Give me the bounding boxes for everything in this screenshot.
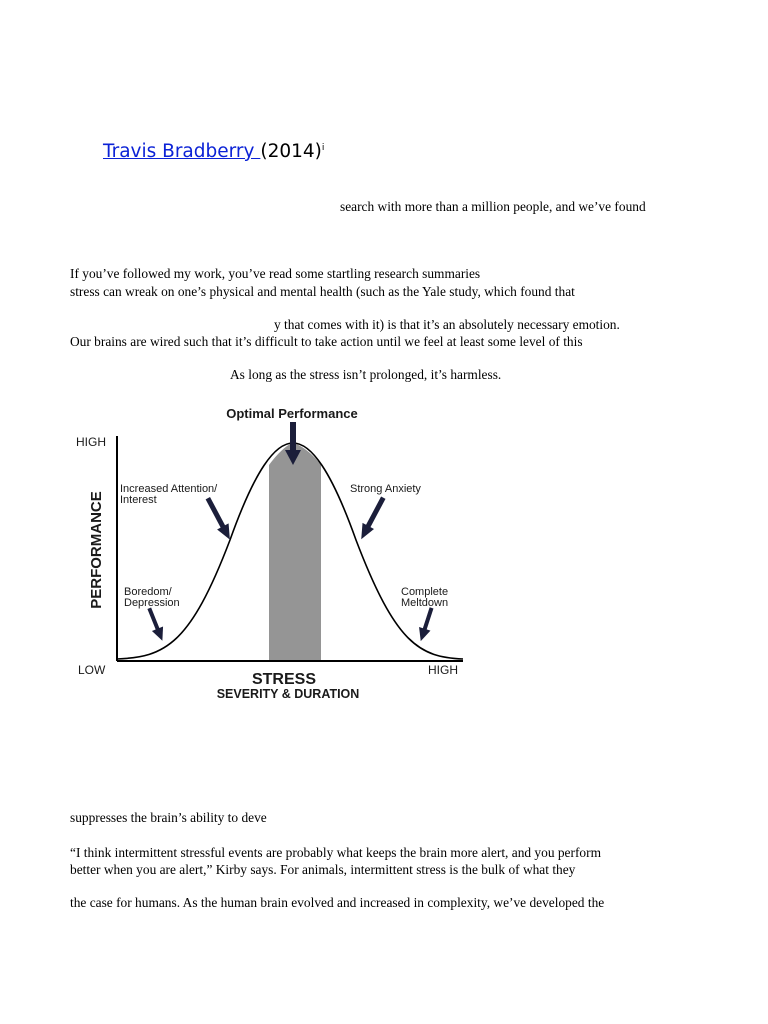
figure-title: Optimal Performance: [226, 406, 358, 421]
annotation-meltdown: Meltdown: [401, 597, 449, 609]
x-high-label: HIGH: [428, 663, 458, 677]
paragraph-line: y that comes with it) is that it’s an absolutely necessary emotion.: [274, 317, 620, 332]
paragraph-line: better when you are alert,” Kirby says. For animals, intermittent stress is the bulk of what they: [70, 862, 576, 877]
optimal-performance-band: [269, 443, 321, 660]
paragraph-line: stress can wreak on one’s physical and mental health (such as the Yale study, which found that: [70, 284, 575, 299]
paragraph-line: the case for humans. As the human brain evolved and increased in complexity, we’ve developed the: [70, 895, 605, 910]
annotation-complete: Complete: [401, 586, 449, 598]
footnote-marker[interactable]: i: [321, 142, 325, 153]
paragraph-line: “I think intermittent stressful events are probably what keeps the brain more alert, and you perform: [70, 845, 601, 860]
arrow-meltdown: [415, 606, 437, 643]
x-axis-sublabel: SEVERITY & DURATION: [216, 687, 360, 701]
annotation-strong-anxiety: Strong Anxiety: [350, 483, 421, 495]
paragraph-line: suppresses the brain’s ability to deve: [70, 810, 267, 825]
annotation-depression: Depression: [124, 597, 180, 609]
stress-performance-figure: [70, 400, 470, 710]
x-axis-label: STRESS: [251, 671, 317, 688]
author-link[interactable]: Travis Bradberry: [103, 141, 261, 162]
annotation-increased-attention: Increased Attention/: [120, 483, 218, 495]
arrow-boredom: [144, 606, 168, 643]
paragraph-line: As long as the stress isn’t prolonged, it’s harmless.: [230, 367, 502, 382]
citation-year: (2014): [260, 141, 322, 162]
y-low-label: LOW: [78, 663, 106, 677]
annotation-interest: Interest: [120, 494, 157, 506]
y-high-label: HIGH: [76, 435, 106, 449]
citation-heading: [103, 141, 324, 162]
paragraph-line: Our brains are wired such that it’s difficult to take action until we feel at least some level of this: [70, 334, 583, 349]
arrow-strong-anxiety: [355, 495, 389, 543]
paragraph-line: If you’ve followed my work, you’ve read some startling research summaries: [70, 266, 481, 281]
paragraph-line: search with more than a million people, and we’ve found: [340, 199, 646, 214]
arrow-increased-attention: [202, 495, 236, 543]
annotation-boredom: Boredom/: [124, 586, 172, 598]
y-axis-label: PERFORMANCE: [88, 491, 105, 609]
